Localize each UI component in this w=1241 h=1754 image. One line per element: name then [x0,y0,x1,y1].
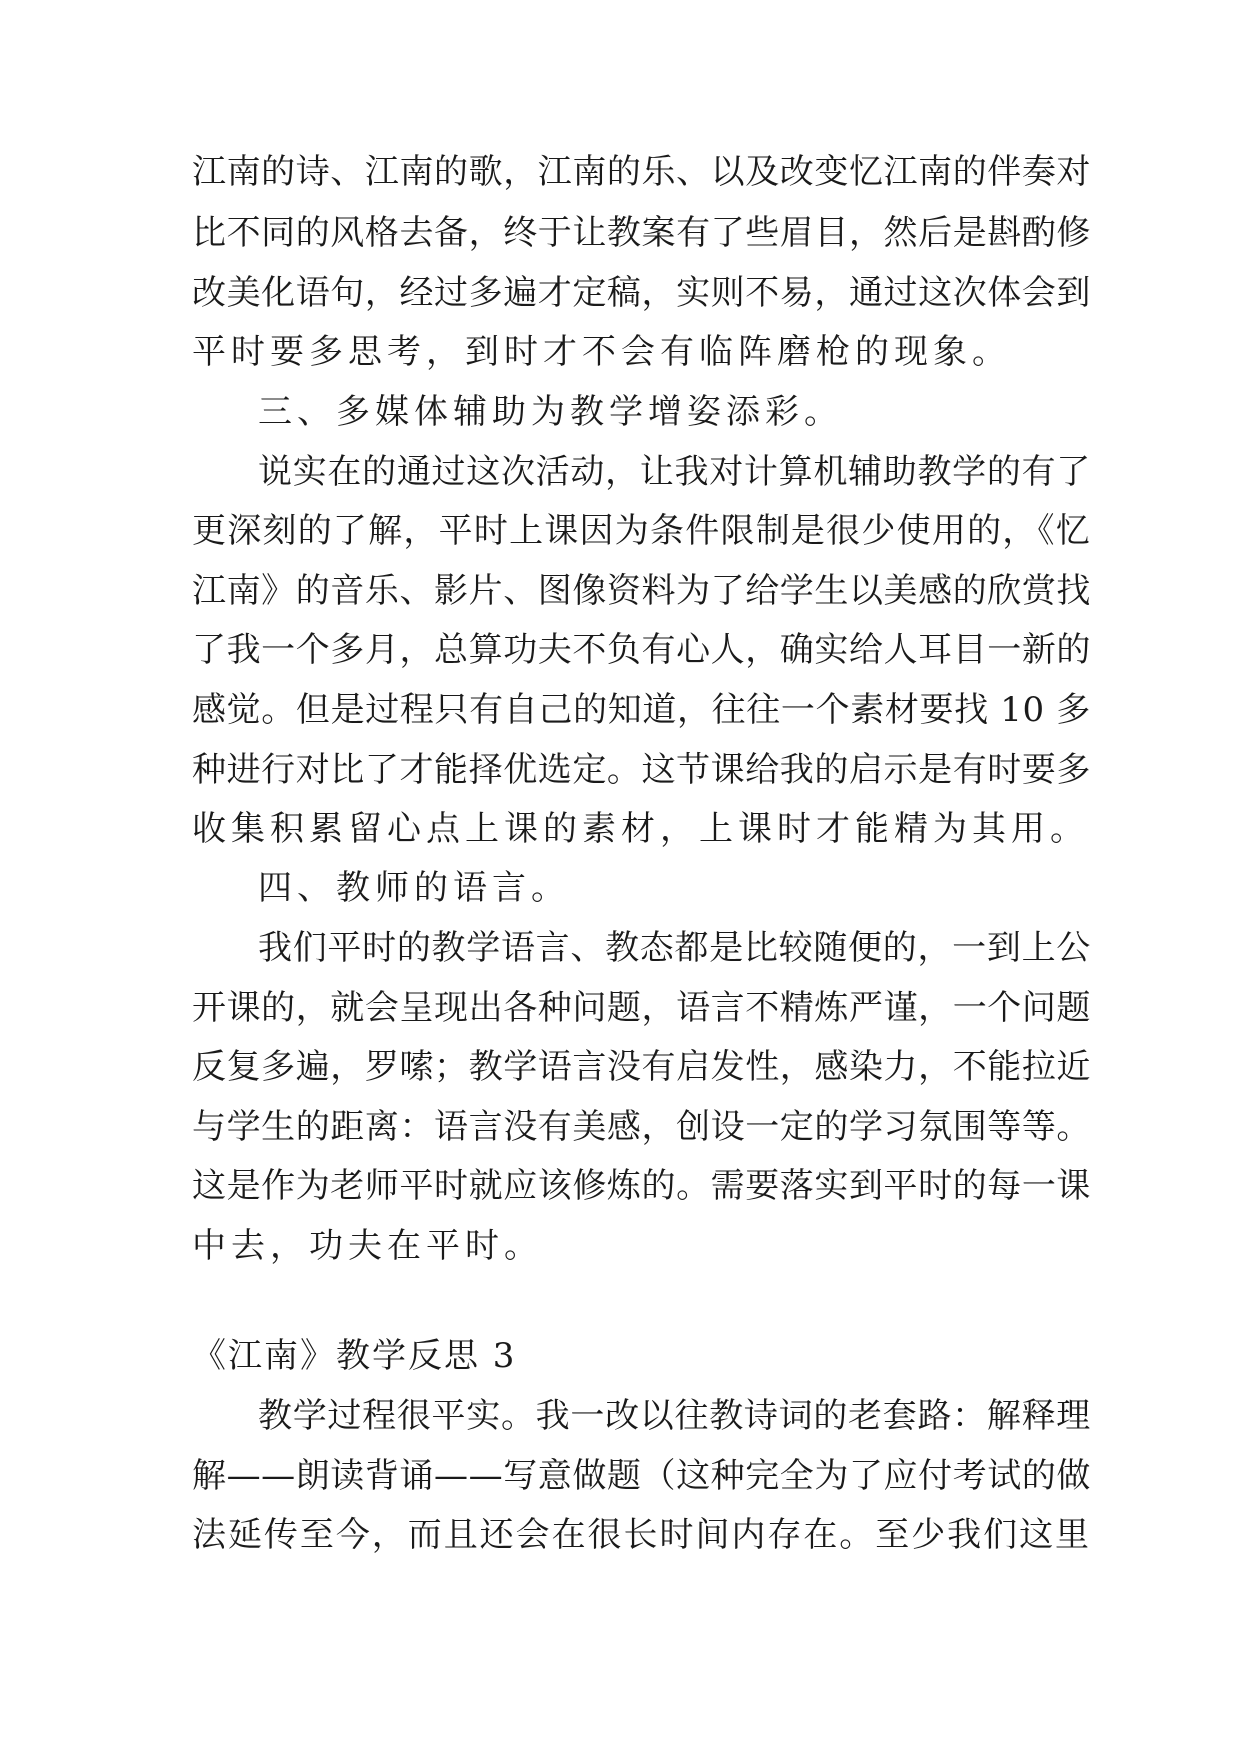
body-text-line: 改美化语句，经过多遍才定稿，实则不易，通过这次体会到 [192,273,1091,313]
body-text-line: 这是作为老师平时就应该修炼的。需要落实到平时的每一课 [192,1166,1091,1206]
body-text-line: 江南的诗、江南的歌，江南的乐、以及改变忆江南的伴奏对 [192,152,1091,192]
body-text-line: 江南》的音乐、影片、图像资料为了给学生以美感的欣赏找 [192,571,1091,611]
body-text-line: 更深刻的了解，平时上课因为条件限制是很少使用的，《忆 [192,511,1091,551]
body-text-line: 种进行对比了才能择优选定。这节课给我的启示是有时要多 [192,750,1091,790]
section-heading: 三、多媒体辅助为教学增姿添彩。 [258,392,843,432]
body-text-line: 说实在的通过这次活动，让我对计算机辅助教学的有了 [258,452,1091,492]
body-text-line: 感觉。但是过程只有自己的知道，往往一个素材要找 10 多 [192,690,1091,730]
body-text-line: 教学过程很平实。我一改以往教诗词的老套路：解释理 [258,1396,1091,1436]
body-text-line: 了我一个多月，总算功夫不负有心人，确实给人耳目一新的 [192,630,1091,670]
section-heading: 四、教师的语言。 [258,868,570,908]
body-text-line: 比不同的风格去备，终于让教案有了些眉目，然后是斟酌修 [192,213,1091,253]
body-text-line: 收集积累留心点上课的素材，上课时才能精为其用。 [192,809,1089,849]
body-text-line: 解——朗读背诵——写意做题（这种完全为了应付考试的做 [192,1456,1091,1496]
body-text-line: 中去，功夫在平时。 [192,1226,543,1266]
body-text-line: 我们平时的教学语言、教态都是比较随便的，一到上公 [258,928,1091,968]
body-text-line: 法延传至今，而且还会在很长时间内存在。至少我们这里 [192,1515,1091,1555]
article-title: 《江南》教学反思 3 [192,1336,517,1376]
body-text-line: 与学生的距离：语言没有美感，创设一定的学习氛围等等。 [192,1107,1091,1147]
body-text-line: 反复多遍，罗嗦；教学语言没有启发性，感染力，不能拉近 [192,1047,1091,1087]
body-text-line: 平时要多思考，到时才不会有临阵磨枪的现象。 [192,332,1011,372]
body-text-line: 开课的，就会呈现出各种问题，语言不精炼严谨，一个问题 [192,988,1091,1028]
